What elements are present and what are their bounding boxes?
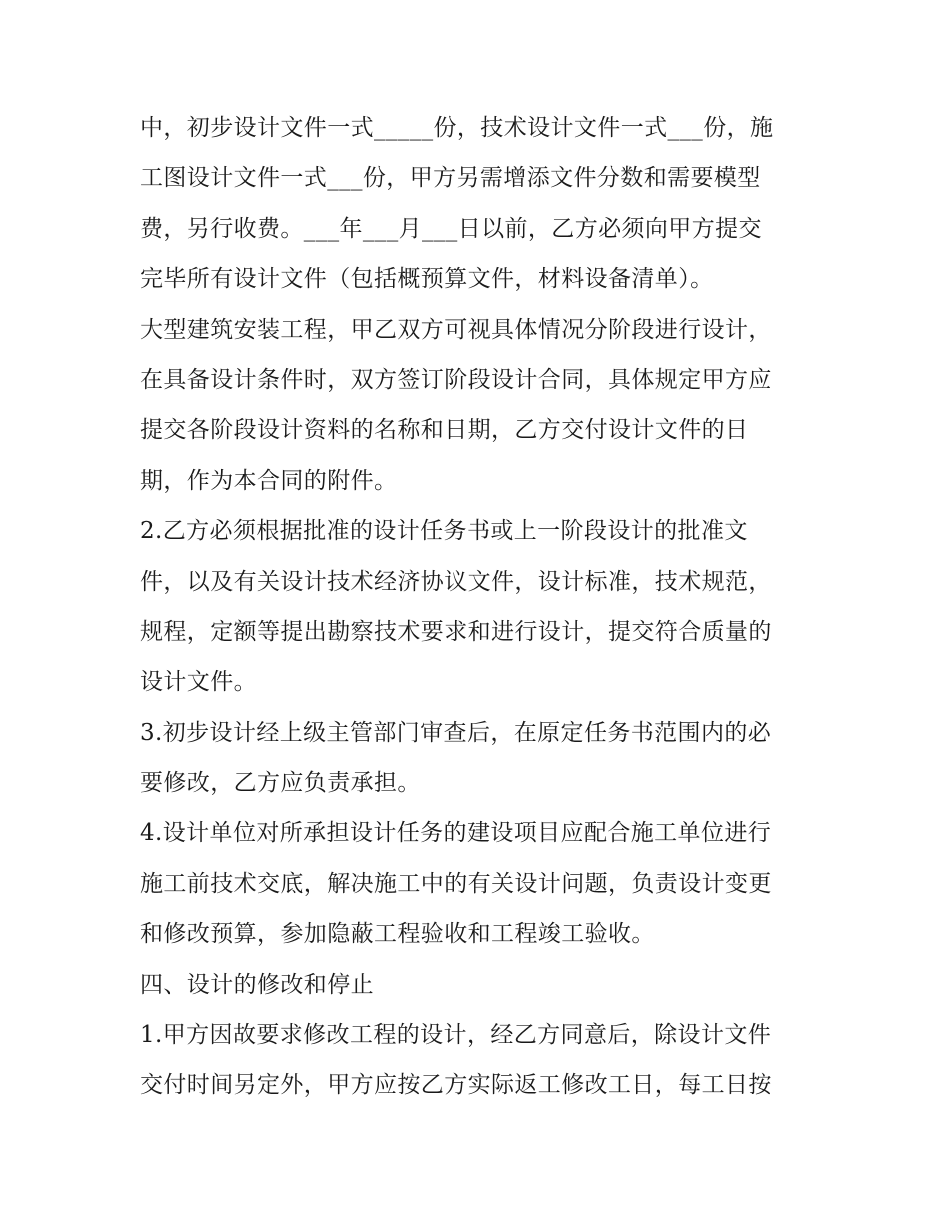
text-line: 件，以及有关设计技术经济协议文件，设计标准，技术规范， [140, 568, 772, 595]
text-line: 4.设计单位对所承担设计任务的建设项目应配合施工单位进行 [140, 820, 772, 847]
text-line: 和修改预算，参加隐蔽工程验收和工程竣工验收。 [140, 921, 655, 948]
text-line: 要修改，乙方应负责承担。 [140, 770, 421, 797]
text-line: 提交各阶段设计资料的名称和日期，乙方交付设计文件的日 [140, 417, 749, 444]
text-line: 期，作为本合同的附件。 [140, 467, 398, 494]
text-line: 2.乙方必须根据批准的设计任务书或上一阶段设计的批准文 [140, 518, 748, 545]
text-line: 工图设计文件一式___份，甲方另需增添文件分数和需要模型 [140, 165, 761, 192]
text-line: 规程，定额等提出勘察技术要求和进行设计，提交符合质量的 [140, 618, 772, 645]
text-line: 大型建筑安装工程，甲乙双方可视具体情况分阶段进行设计， [140, 316, 772, 343]
document-body [140, 103, 830, 1111]
text-line: 中，初步设计文件一式_____份，技术设计文件一式___份，施 [140, 115, 774, 141]
text-line: 设计文件。 [140, 669, 257, 696]
text-line: 3.初步设计经上级主管部门审查后，在原定任务书范围内的必 [140, 719, 772, 746]
text-line: 施工前技术交底，解决施工中的有关设计问题，负责设计变更 [140, 870, 772, 897]
section-heading: 四、设计的修改和停止 [140, 971, 374, 998]
text-line: 交付时间另定外，甲方应按乙方实际返工修改工日，每工日按 [140, 1072, 772, 1099]
text-line: 在具备设计条件时，双方签订阶段设计合同，具体规定甲方应 [140, 366, 772, 393]
text-line: 完毕所有设计文件（包括概预算文件，材料设备清单）。 [140, 266, 714, 293]
text-line: 费，另行收费。___年___月___日以前，乙方必须向甲方提交 [140, 215, 762, 242]
text-line: 1.甲方因故要求修改工程的设计，经乙方同意后，除设计文件 [140, 1022, 772, 1049]
